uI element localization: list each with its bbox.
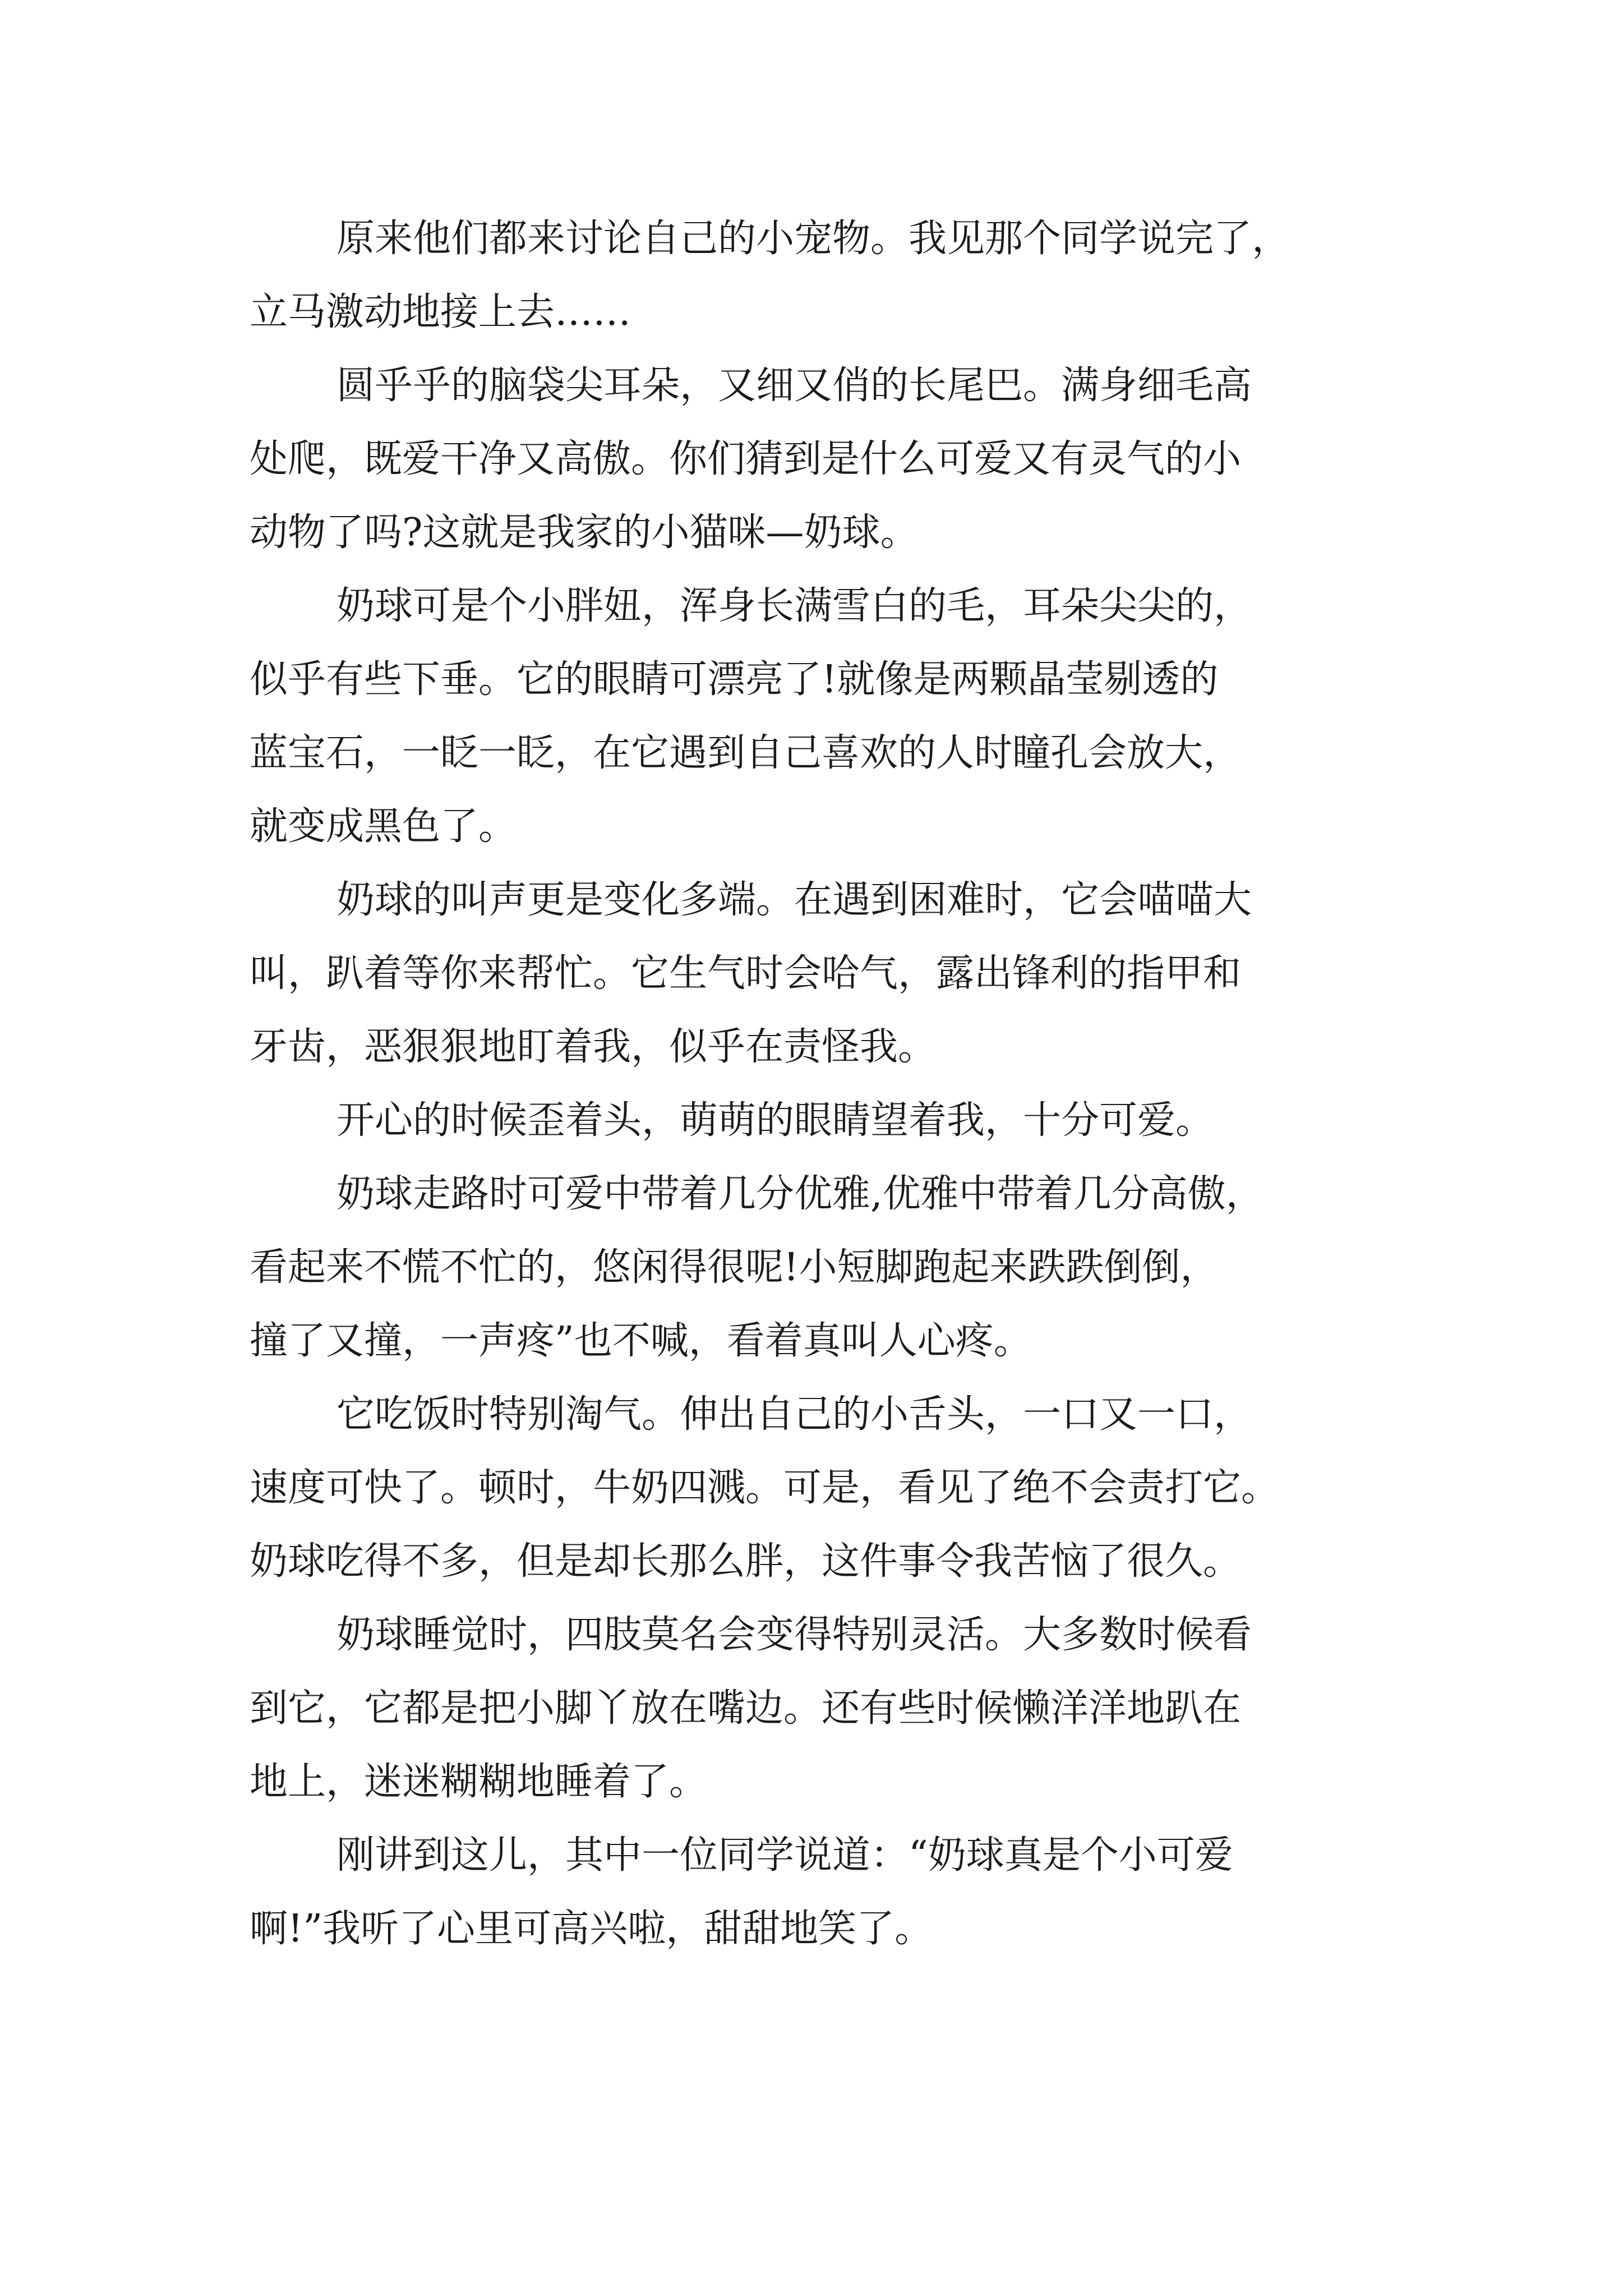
text-line: 开心的时候歪着头，萌萌的眼睛望着我，十分可爱。 xyxy=(336,1098,1214,1143)
text-line: 奶球睡觉时，四肢莫名会变得特别灵活。大多数时候看 xyxy=(336,1613,1252,1657)
text-line: 动物了吗?这就是我家的小猫咪—奶球。 xyxy=(250,510,919,555)
text-line: 圆乎乎的脑袋尖耳朵，又细又俏的长尾巴。满身细毛高 xyxy=(336,364,1252,408)
text-line: 奶球的叫声更是变化多端。在遇到困难时，它会喵喵大 xyxy=(336,878,1252,922)
text-line: 奶球走路时可爱中带着几分优雅,优雅中带着几分高傲， xyxy=(336,1172,1264,1216)
text-line: 似乎有些下垂。它的眼睛可漂亮了!就像是两颗晶莹剔透的 xyxy=(250,657,1219,702)
text-line: 奶球吃得不多，但是却长那么胖，这件事令我苦恼了很久。 xyxy=(250,1539,1242,1584)
text-line: 就变成黑色了。 xyxy=(250,804,517,849)
text-line: 它吃饭时特别淘气。伸出自己的小舌头，一口又一口， xyxy=(336,1392,1252,1437)
text-line: 速度可快了。顿时，牛奶四溅。可是，看见了绝不会责打它。 xyxy=(250,1466,1280,1510)
text-line: 地上，迷迷糊糊地睡着了。 xyxy=(250,1760,708,1804)
text-line: 刚讲到这儿，其中一位同学说道：“奶球真是个小可爱 xyxy=(336,1833,1233,1878)
text-line: 奶球可是个小胖妞，浑身长满雪白的毛，耳朵尖尖的， xyxy=(336,584,1252,628)
text-line: 立马激动地接上去…… xyxy=(250,290,631,334)
text-line: 原来他们都来讨论自己的小宠物。我见那个同学说完了， xyxy=(336,217,1290,261)
text-line: 处爬，既爱干净又高傲。你们猜到是什么可爱又有灵气的小 xyxy=(250,437,1242,481)
text-line: 牙齿，恶狠狠地盯着我，似乎在责怪我。 xyxy=(250,1025,937,1069)
article-body xyxy=(250,202,1427,1966)
text-line: 撞了又撞，一声疼”也不喊，看着真叫人心疼。 xyxy=(250,1319,1032,1363)
text-line: 叫，趴着等你来帮忙。它生气时会哈气，露出锋利的指甲和 xyxy=(250,951,1242,996)
text-line: 到它，它都是把小脚丫放在嘴边。还有些时候懒洋洋地趴在 xyxy=(250,1686,1242,1731)
text-line: 啊!”我听了心里可高兴啦，甜甜地笑了。 xyxy=(250,1907,933,1951)
text-line: 看起来不慌不忙的，悠闲得很呢!小短脚跑起来跌跌倒倒， xyxy=(250,1245,1219,1290)
text-line: 蓝宝石，一眨一眨，在它遇到自己喜欢的人时瞳孔会放大， xyxy=(250,731,1242,775)
